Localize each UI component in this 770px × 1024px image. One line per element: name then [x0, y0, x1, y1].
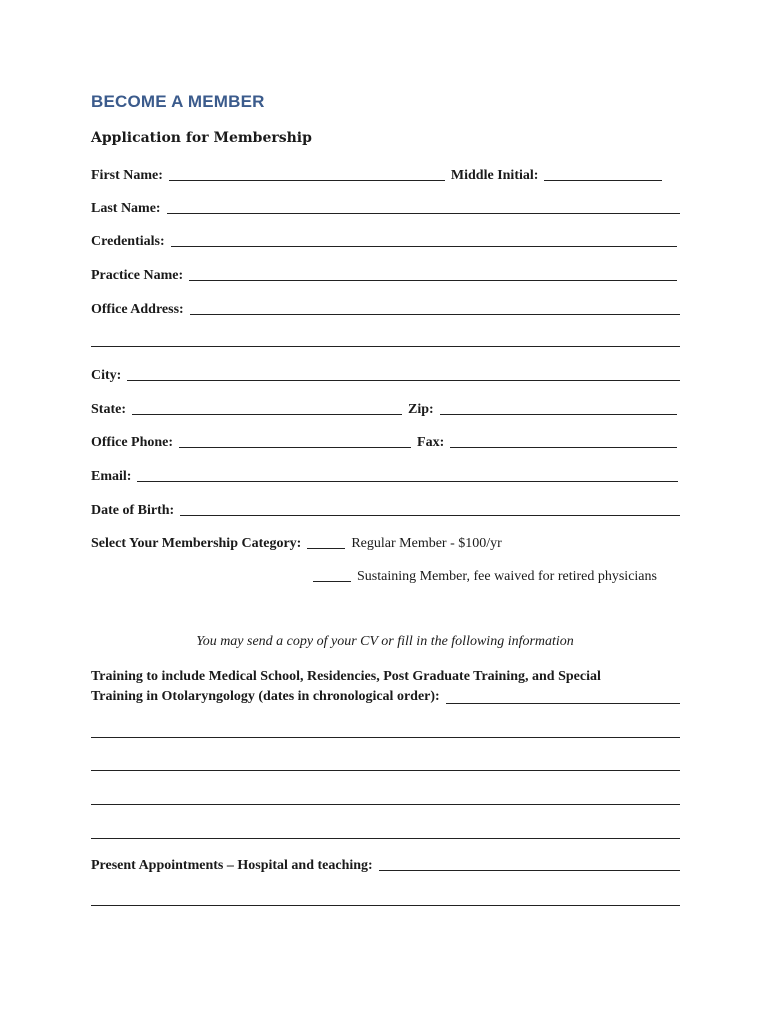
practice-name-label: Practice Name:: [91, 268, 184, 283]
form-subtitle: Application for Membership: [91, 130, 312, 146]
state-field[interactable]: [132, 414, 402, 415]
training-line-2[interactable]: [91, 737, 680, 738]
last-name-row: [91, 197, 680, 217]
training-line-3[interactable]: [91, 770, 680, 771]
state-label: State:: [91, 402, 126, 417]
sustaining-member-option: Sustaining Member, fee waived for retired physicians: [357, 569, 657, 584]
first-name-field[interactable]: [169, 180, 445, 181]
appointments-field[interactable]: [379, 870, 680, 871]
cv-instruction-note: You may send a copy of your CV or fill in the following information: [196, 634, 574, 649]
membership-category-row: [91, 532, 680, 552]
training-line-5[interactable]: [91, 838, 680, 839]
zip-label: Zip:: [408, 402, 434, 417]
email-row: [91, 465, 678, 485]
zip-field[interactable]: [440, 414, 677, 415]
middle-initial-field[interactable]: [544, 180, 662, 181]
last-name-label: Last Name:: [91, 201, 161, 216]
city-label: City:: [91, 368, 122, 383]
city-field[interactable]: [127, 380, 680, 381]
office-phone-field[interactable]: [179, 447, 411, 448]
sustaining-member-row: [313, 565, 683, 585]
email-label: Email:: [91, 469, 132, 484]
office-address-row: [91, 298, 680, 318]
page-title: BECOME A MEMBER: [91, 92, 265, 111]
training-section: [91, 667, 680, 707]
training-label-line-2: Training in Otolaryngology (dates in chronological order):: [91, 689, 440, 704]
office-phone-label: Office Phone:: [91, 435, 174, 450]
middle-initial-label: Middle Initial:: [450, 168, 539, 183]
phone-fax-row: [91, 431, 677, 451]
state-zip-row: [91, 398, 677, 418]
training-line-4[interactable]: [91, 804, 680, 805]
last-name-field[interactable]: [167, 213, 680, 214]
first-name-row: [91, 164, 680, 184]
membership-category-label: Select Your Membership Category:: [91, 536, 302, 551]
training-field[interactable]: [446, 703, 680, 704]
appointments-line-2[interactable]: [91, 905, 680, 906]
credentials-label: Credentials:: [91, 234, 165, 249]
fax-field[interactable]: [450, 447, 677, 448]
practice-name-row: [91, 264, 677, 284]
office-address-label: Office Address:: [91, 302, 184, 317]
sustaining-member-checkline[interactable]: [313, 581, 351, 582]
practice-name-field[interactable]: [189, 280, 677, 281]
email-field[interactable]: [137, 481, 678, 482]
office-address-field[interactable]: [190, 314, 680, 315]
training-label-row-2: [91, 687, 680, 707]
regular-member-option: Regular Member - $100/yr: [351, 536, 502, 551]
credentials-field[interactable]: [171, 246, 677, 247]
regular-member-checkline[interactable]: [307, 548, 345, 549]
appointments-label: Present Appointments – Hospital and teaching:: [91, 858, 373, 873]
office-address-line-2[interactable]: [91, 346, 680, 347]
credentials-row: [91, 230, 677, 250]
city-row: [91, 364, 680, 384]
date-of-birth-label: Date of Birth:: [91, 503, 175, 518]
appointments-row: [91, 854, 680, 874]
date-of-birth-field[interactable]: [180, 515, 680, 516]
first-name-label: First Name:: [91, 168, 163, 183]
dob-row: [91, 499, 680, 519]
fax-label: Fax:: [417, 435, 445, 450]
training-label-line-1: Training to include Medical School, Residencies, Post Graduate Training, and Special: [91, 669, 601, 684]
